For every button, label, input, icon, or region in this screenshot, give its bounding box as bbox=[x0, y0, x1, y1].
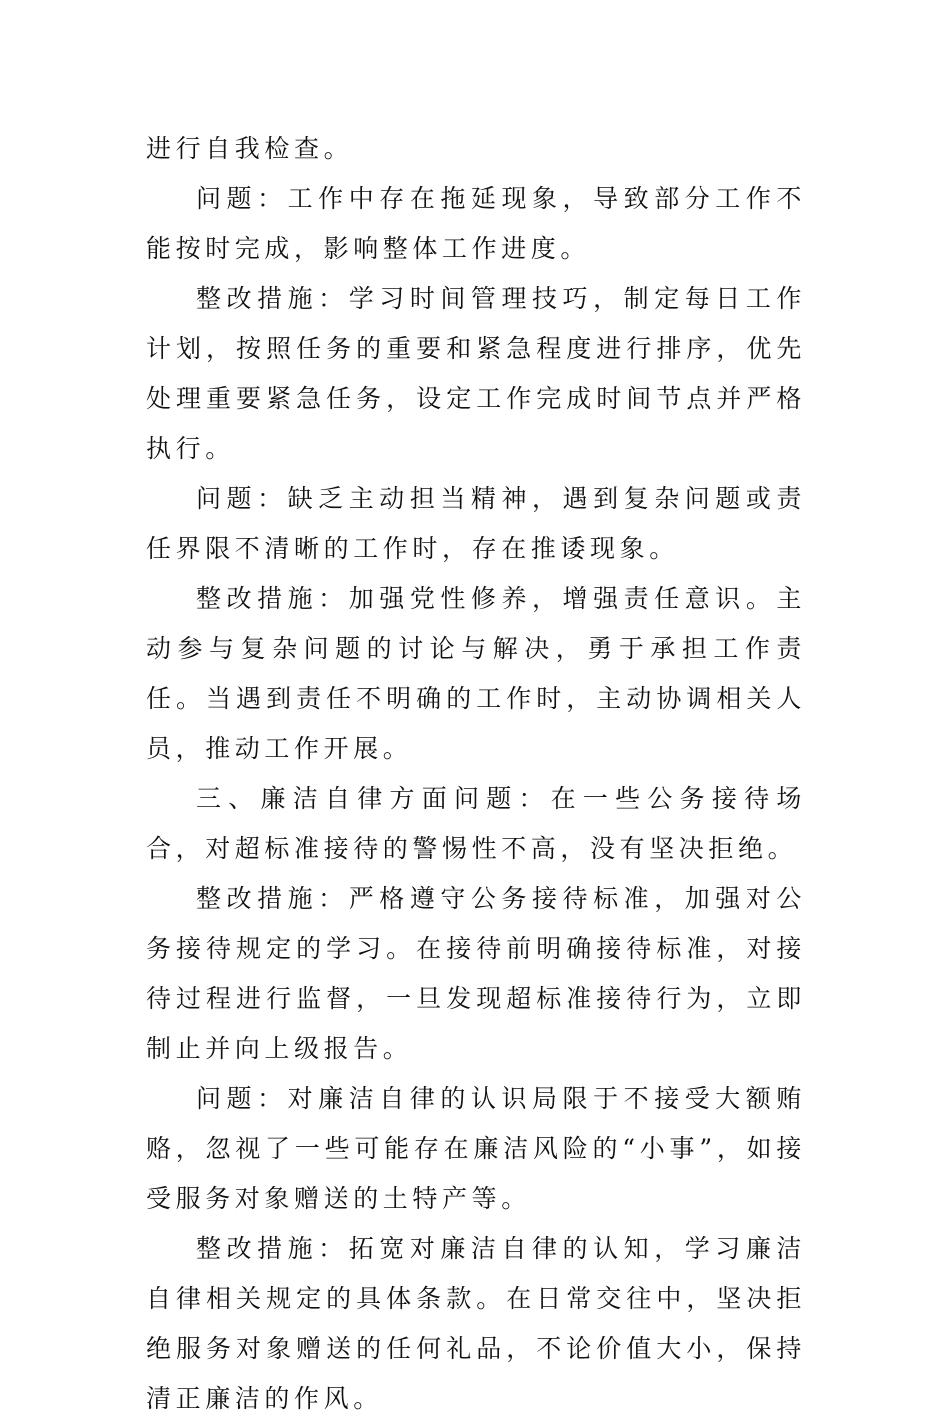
paragraph-measure-time-management: 整改措施：学习时间管理技巧，制定每日工作计划，按照任务的重要和紧急程度进行排序，优先处理重要紧急任务，设定工作完成时间节点并严格执行。 bbox=[146, 284, 806, 463]
paragraph-problem-small-matters: 问题：对廉洁自律的认识局限于不接受大额贿赂，忽视了一些可能存在廉洁风险的“小事”，如接受服务对象赠送的土特产等。 bbox=[146, 1084, 806, 1213]
paragraph-problem-responsibility: 问题：缺乏主动担当精神，遇到复杂问题或责任界限不清晰的工作时，存在推诿现象。 bbox=[146, 484, 806, 563]
paragraph-measure-refuse-gifts: 整改措施：拓宽对廉洁自律的认知，学习廉洁自律相关规定的具体条款。在日常交往中，坚决拒绝服务对象赠送的任何礼品，不论价值大小，保持清正廉洁的作风。 bbox=[146, 1234, 806, 1413]
paragraph-measure-responsibility: 整改措施：加强党性修养，增强责任意识。主动参与复杂问题的讨论与解决，勇于承担工作责任。当遇到责任不明确的工作时，主动协调相关人员，推动工作开展。 bbox=[146, 584, 806, 763]
paragraph-problem-procrastination: 问题：工作中存在拖延现象，导致部分工作不能按时完成，影响整体工作进度。 bbox=[146, 184, 806, 263]
document-body bbox=[146, 124, 806, 1424]
paragraph-section-three-integrity: 三、廉洁自律方面问题：在一些公务接待场合，对超标准接待的警惕性不高，没有坚决拒绝。 bbox=[146, 784, 806, 863]
paragraph-self-check-continued: 进行自我检查。 bbox=[146, 134, 354, 163]
paragraph-measure-reception-standards: 整改措施：严格遵守公务接待标准，加强对公务接待规定的学习。在接待前明确接待标准，对接待过程进行监督，一旦发现超标准接待行为，立即制止并向上级报告。 bbox=[146, 884, 806, 1063]
